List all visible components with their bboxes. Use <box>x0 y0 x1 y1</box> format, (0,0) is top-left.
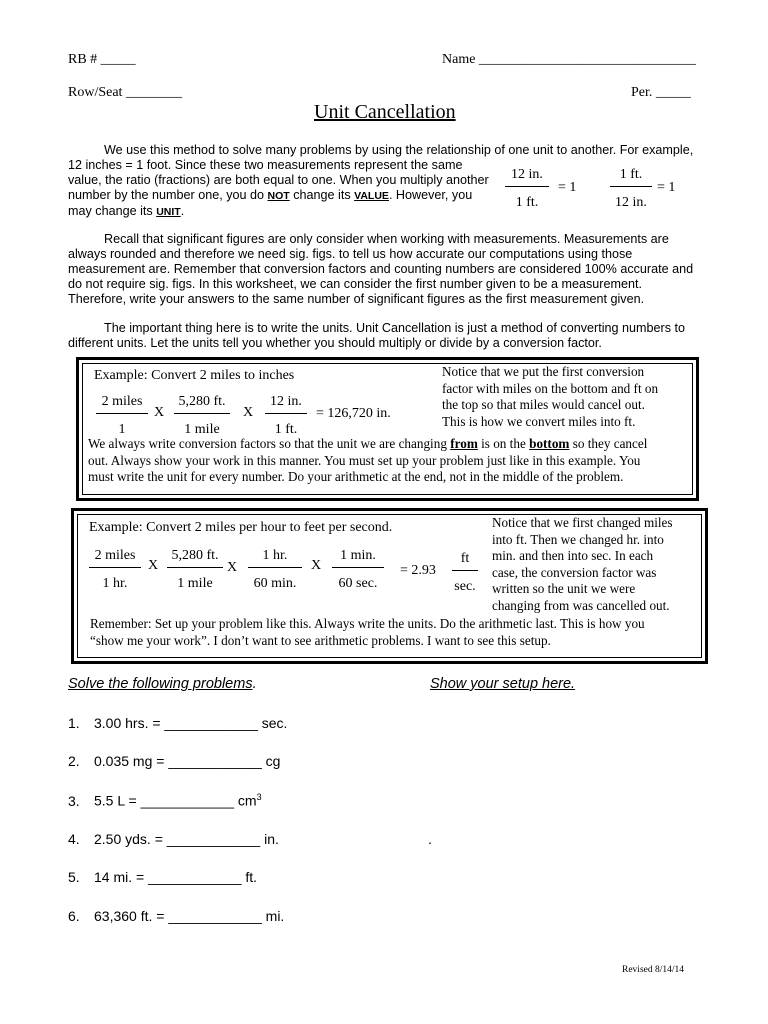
example1-result: = 126,720 in. <box>316 406 391 421</box>
equals-one: = 1 <box>657 180 676 195</box>
body-line: out. Always show your work in this manner. You must set up your problem just like in this example. You <box>88 452 641 468</box>
note-line: min. and then into sec. In each <box>492 548 654 563</box>
title-word-unit: Unit <box>314 101 350 123</box>
body-line: must write the unit for every number. Do your arithmetic at the end, not in the middle of the problem. <box>88 469 624 484</box>
fraction-2-miles-per-hr <box>89 548 141 592</box>
fraction-foot-per-inches <box>610 167 652 211</box>
note-line: Notice that we first changed miles <box>492 515 673 530</box>
fraction-denominator: 1 mile <box>184 422 220 437</box>
problem-item <box>68 908 284 924</box>
from-emphasis: from <box>450 436 478 451</box>
fraction-numerator: 12 in. <box>265 394 307 414</box>
row-seat-field: Row/Seat ________ <box>68 85 182 100</box>
problem-text: 0.035 mg = ____________ cg <box>94 753 281 769</box>
problem-number: 2. <box>68 753 80 769</box>
equals-one: = 1 <box>558 180 577 195</box>
problem-number: 4. <box>68 831 80 847</box>
fraction-1-min-per-60-sec <box>332 548 384 592</box>
fraction-denominator: sec. <box>454 579 476 594</box>
multiply-sign: X <box>154 405 165 420</box>
superscript: 3 <box>256 792 262 802</box>
multiply-sign: X <box>148 558 159 573</box>
title-word-cancellation: Cancellation <box>354 101 456 123</box>
intro-line: We use this method to solve many problems by using the relationship of one unit to another. For example, <box>104 143 694 157</box>
body-line: We always write conversion factors so that the unit we are changing from is on the bottom so they cancel <box>88 436 648 451</box>
fraction-5280-ft-per-mile <box>174 394 230 438</box>
note-line: factor with miles on the bottom and ft on <box>442 380 659 396</box>
multiply-sign: X <box>243 405 254 420</box>
fraction-denominator: 1 hr. <box>102 576 128 591</box>
bottom-emphasis: bottom <box>529 436 570 451</box>
multiply-sign: X <box>311 558 322 573</box>
example1-body <box>88 436 688 486</box>
important-paragraph <box>68 321 708 351</box>
fraction-numerator: 1 hr. <box>248 548 302 568</box>
example2-note <box>492 515 697 614</box>
name-field: Name _______________________________ <box>442 52 696 67</box>
fraction-numerator: 2 miles <box>96 394 148 414</box>
not-emphasis: NOT <box>267 190 290 202</box>
problem-item <box>68 831 279 847</box>
problem-item <box>68 715 287 731</box>
fraction-numerator: 5,280 ft. <box>174 394 230 414</box>
example2-heading: Example: Convert 2 miles per hour to feet per second. <box>89 520 393 535</box>
problem-number: 3. <box>68 792 80 809</box>
problem-number: 6. <box>68 908 80 924</box>
example2-result: = 2.93 <box>400 563 436 578</box>
intro-line: value, the ratio (fractions) are both equal to one. When you multiply another <box>68 173 489 187</box>
value-emphasis: VALUE <box>354 190 389 202</box>
stray-dot: . <box>428 831 432 847</box>
important-line: different units. Let the units tell you whether you should multiply or divide by a conversion factor. <box>68 336 602 350</box>
problem-text: 63,360 ft. = ____________ mi. <box>94 908 285 924</box>
revised-date: Revised 8/14/14 <box>622 965 685 975</box>
period-field: Per. _____ <box>631 85 691 100</box>
note-line: changing from was cancelled out. <box>492 597 670 613</box>
multiply-sign: X <box>227 560 238 575</box>
note-line: the top so that miles would cancel out. <box>442 397 645 412</box>
note-line: written so the unit we were <box>492 581 636 596</box>
sig-fig-line: always rounded and therefore we need sig. figs. to tell us how accurate our computations using those <box>68 247 633 261</box>
important-line: The important thing here is to write the units. Unit Cancellation is just a method of converting numbers to <box>104 321 686 335</box>
problem-text: 3.00 hrs. = ____________ sec. <box>94 715 288 731</box>
problem-text: 5.5 L = ____________ cm <box>94 792 257 809</box>
fraction-denominator: 1 ft. <box>274 422 298 437</box>
sig-fig-line: Therefore, write your answers to the same number of significant figures as the first measurement given. <box>68 292 645 306</box>
problem-item <box>68 869 257 885</box>
show-setup-heading: Show your setup here. <box>430 676 576 692</box>
note-line: into ft. Then we changed hr. into <box>492 531 664 547</box>
fraction-numerator: 5,280 ft. <box>167 548 223 568</box>
fraction-denominator: 12 in. <box>615 195 647 210</box>
problem-number: 1. <box>68 715 80 731</box>
sig-fig-line: measurement are. Remember that conversion factors and counting numbers are considered 100% accurate and <box>68 262 694 276</box>
fraction-1-hr-per-60-min <box>248 548 302 592</box>
fraction-numerator: 12 in. <box>505 167 549 187</box>
problem-number: 5. <box>68 869 80 885</box>
fraction-inches-per-foot <box>505 167 549 211</box>
fraction-5280-ft-per-mile <box>167 548 223 592</box>
example1-heading: Example: Convert 2 miles to inches <box>94 368 295 383</box>
fraction-denominator: 60 sec. <box>338 576 378 591</box>
fraction-denominator: 60 min. <box>253 576 297 591</box>
fraction-numerator: 1 min. <box>332 548 384 568</box>
fraction-denominator: 1 mile <box>177 576 213 591</box>
example1-note <box>442 364 692 430</box>
fraction-denominator: 1 <box>118 422 126 437</box>
problem-item <box>68 792 262 809</box>
body-line: Remember: Set up your problem like this. Always write the units. Do the arithmetic last. This is how you <box>90 616 645 631</box>
sig-fig-paragraph <box>68 232 708 307</box>
unit-emphasis: UNIT <box>156 206 181 218</box>
fraction-numerator: 2 miles <box>89 548 141 568</box>
fraction-numerator: 1 ft. <box>610 167 652 187</box>
fraction-ft-per-sec <box>452 551 478 595</box>
rb-number-field: RB # _____ <box>68 52 136 67</box>
note-line: Notice that we put the first conversion <box>442 364 645 379</box>
solve-problems-heading: Solve the following problems. <box>68 676 257 692</box>
body-line: “show me your work”. I don’t want to see arithmetic problems. I want to see this setup. <box>90 632 551 648</box>
page-title <box>314 101 456 124</box>
problem-text: 2.50 yds. = ____________ in. <box>94 831 279 847</box>
fraction-denominator: 1 ft. <box>515 195 539 210</box>
intro-line: 12 inches = 1 foot. Since these two measurements represent the same <box>68 158 463 172</box>
note-line: case, the conversion factor was <box>492 564 657 580</box>
sig-fig-line: do not require sig. figs. In this worksheet, we can consider the first number given to be a measurement. <box>68 277 643 291</box>
example2-body <box>90 616 696 649</box>
intro-line: number by the number one, you do NOT change its VALUE. However, you <box>68 188 473 202</box>
note-line: This is how we convert miles into ft. <box>442 413 636 429</box>
problem-text: 14 mi. = ____________ ft. <box>94 869 258 885</box>
fraction-numerator: ft <box>452 551 478 571</box>
problem-item <box>68 753 280 769</box>
sig-fig-line: Recall that significant figures are only consider when working with measurements. Measurements are <box>104 232 669 246</box>
fraction-12-in-per-ft <box>265 394 307 438</box>
fraction-2-miles <box>96 394 148 438</box>
intro-line: may change its UNIT. <box>68 204 185 218</box>
